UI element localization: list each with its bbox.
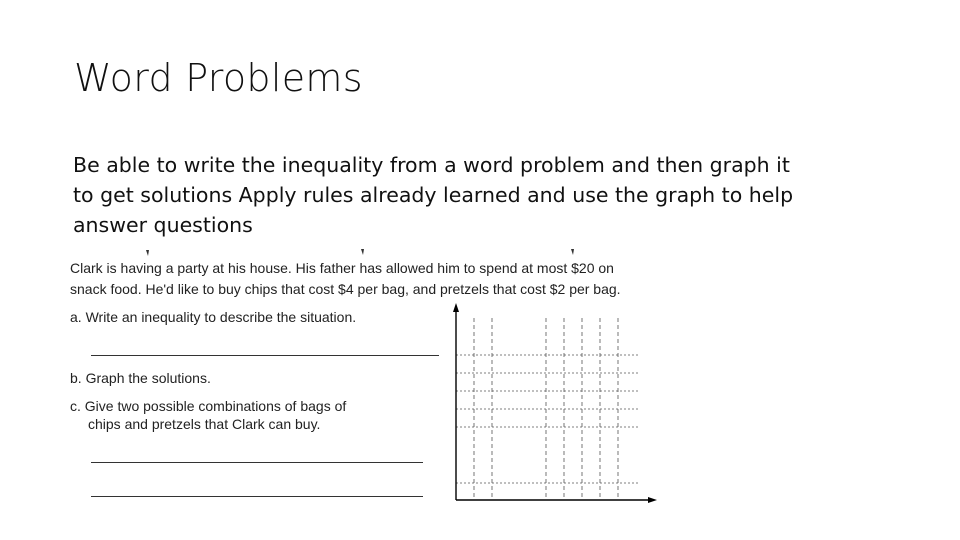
- question-c-line-2: chips and pretzels that Clark can buy.: [88, 416, 321, 432]
- slide-title: Word Problems: [74, 56, 363, 100]
- grid-lines: [456, 318, 640, 500]
- problem-text-line-2: snack food. He'd like to buy chips that cost $4 per bag, and pretzels that cost $2 per bag.: [70, 281, 621, 297]
- question-b: b. Graph the solutions.: [70, 370, 211, 386]
- question-a: a. Write an inequality to describe the situation.: [70, 309, 357, 325]
- question-c-line-1: c. Give two possible combinations of bags of: [70, 398, 347, 414]
- answer-line-c-2: [91, 496, 423, 497]
- crop-mark-3: [571, 249, 574, 255]
- blank-graph: [450, 300, 660, 510]
- crop-mark-2: [361, 249, 364, 255]
- body-line-2: to get solutions Apply rules already learned and use the graph to help: [73, 183, 794, 207]
- answer-line-a: [91, 355, 439, 356]
- answer-line-c-1: [91, 462, 423, 463]
- y-axis-arrow: [453, 303, 459, 312]
- slide-body-text: [73, 150, 903, 240]
- body-line-3: answer questions: [73, 213, 253, 237]
- x-axis-arrow: [648, 497, 657, 503]
- problem-text-line-1: Clark is having a party at his house. His father has allowed him to spend at most $20 on: [70, 260, 614, 276]
- body-line-1: Be able to write the inequality from a word problem and then graph it: [73, 153, 790, 177]
- crop-mark-1: [146, 250, 149, 256]
